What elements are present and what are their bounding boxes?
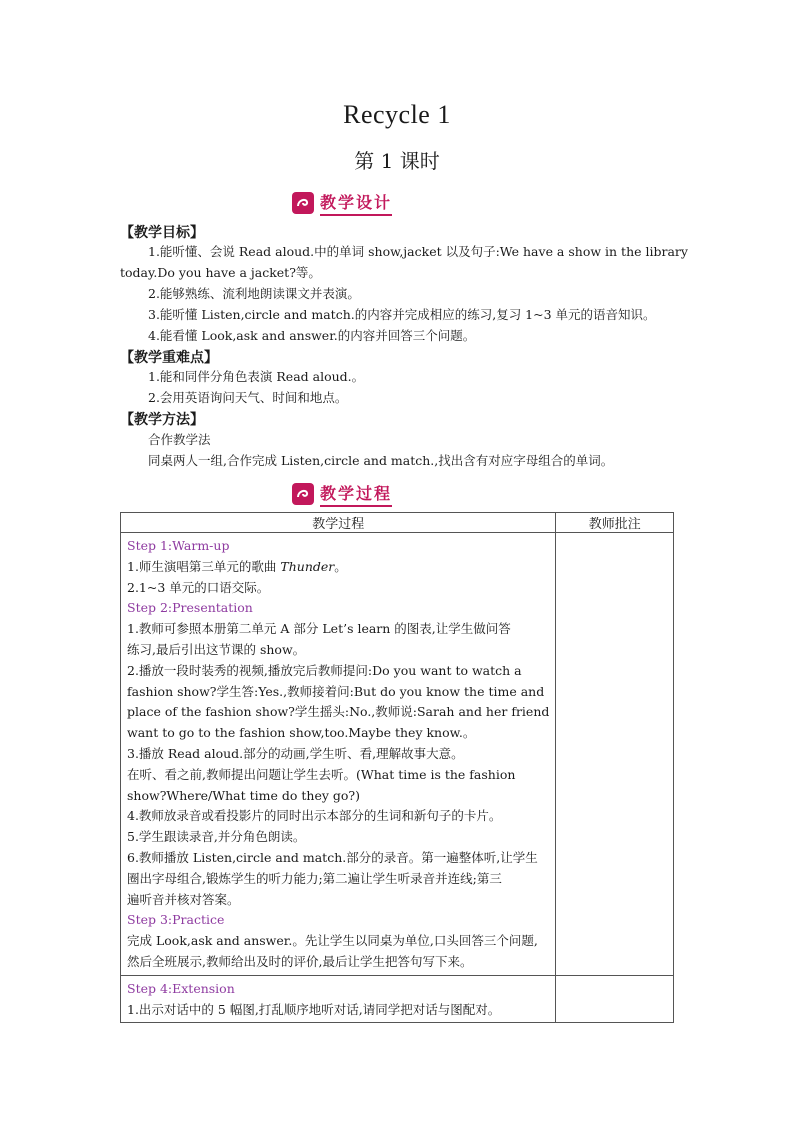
teacher-notes-cell xyxy=(556,975,674,1023)
step-heading: Step 1:Warm-up xyxy=(127,538,230,553)
swirl-logo-icon xyxy=(292,483,314,505)
step-line: 2.播放一段时装秀的视频,播放完后教师提问:Do you want to watch a xyxy=(127,662,522,678)
step-heading: Step 4:Extension xyxy=(127,980,235,996)
step-heading: Step 3:Practice xyxy=(127,912,225,928)
step-line: 3.播放 Read aloud.部分的动画,学生听、看,理解故事大意。 xyxy=(127,745,464,761)
teaching-process-banner xyxy=(292,481,392,507)
step-line: fashion show?学生答:Yes.,教师接着问:But do you know the time and xyxy=(127,683,545,699)
step-line: 5.学生跟读录音,并分角色朗读。 xyxy=(127,829,306,845)
step-line-text: 1.师生演唱第三单元的歌曲 xyxy=(127,558,281,574)
step-line: 2.1~3 单元的口语交际。 xyxy=(127,579,270,595)
goal-line: 4.能看懂 Look,ask and answer.的内容并回答三个问题。 xyxy=(148,328,476,343)
step-line: 完成 Look,ask and answer.。先让学生以同桌为单位,口头回答三个问题, xyxy=(127,933,538,949)
goal-line: 1.能听懂、会说 Read aloud.中的单词 show,jacket 以及句子:We have a show in the library xyxy=(148,244,688,259)
method-heading: 【教学方法】 xyxy=(120,412,204,428)
step-line: 圈出字母组合,锻炼学生的听力能力;第二遍让学生听录音并连线;第三 xyxy=(127,870,502,886)
step-line: 1.出示对话中的 5 幅图,打乱顺序地听对话,请同学把对话与图配对。 xyxy=(127,1001,501,1017)
key-points-heading: 【教学重难点】 xyxy=(120,350,218,366)
step-line xyxy=(127,557,549,578)
page-title: Recycle 1 xyxy=(343,100,451,129)
goal-line: 2.能够熟练、流利地朗读课文并表演。 xyxy=(148,286,360,301)
column-header-process: 教学过程 xyxy=(121,513,556,533)
step-line: place of the fashion show?学生摇头:No.,教师说:Sarah and her friend xyxy=(127,704,550,720)
teaching-design-banner xyxy=(292,190,392,216)
song-title: Thunder xyxy=(280,558,335,574)
banner-label: 教学过程 xyxy=(320,481,392,507)
teacher-notes-cell xyxy=(556,533,674,976)
column-header-notes: 教师批注 xyxy=(556,513,674,533)
step-line: 1.教师可参照本册第二单元 A 部分 Let’s learn 的图表,让学生做问答 xyxy=(127,621,511,637)
method-line: 同桌两人一组,合作完成 Listen,circle and match.,找出含有对应字母组合的单词。 xyxy=(148,453,614,468)
banner-label: 教学设计 xyxy=(320,190,392,216)
swirl-logo-icon xyxy=(292,192,314,214)
step-line: 4.教师放录音或看投影片的同时出示本部分的生词和新句子的卡片。 xyxy=(127,808,502,824)
step-line: 6.教师播放 Listen,circle and match.部分的录音。第一遍整体听,让学生 xyxy=(127,849,538,865)
process-cell xyxy=(121,975,556,1023)
goals-heading: 【教学目标】 xyxy=(120,225,204,241)
table-row xyxy=(121,533,674,976)
table-header-row xyxy=(121,513,674,533)
step-line: 练习,最后引出这节课的 show。 xyxy=(127,641,306,657)
step-line: 在听、看之前,教师提出问题让学生去听。(What time is the fashion xyxy=(127,766,516,782)
teaching-process-table xyxy=(120,512,674,1023)
method-line: 合作教学法 xyxy=(148,432,211,447)
step-heading: Step 2:Presentation xyxy=(127,600,253,616)
table-row xyxy=(121,975,674,1023)
key-point-line: 2.会用英语询问天气、时间和地点。 xyxy=(148,390,348,405)
step-line: 然后全班展示,教师给出及时的评价,最后让学生把答句写下来。 xyxy=(127,953,473,969)
step-line: 遍听音并核对答案。 xyxy=(127,891,240,907)
goal-line: today.Do you have a jacket?等。 xyxy=(120,265,321,280)
step-line: want to go to the fashion show,too.Maybe they know.。 xyxy=(127,725,476,741)
step-line-text: 。 xyxy=(334,558,347,574)
key-point-line: 1.能和同伴分角色表演 Read aloud.。 xyxy=(148,369,365,384)
process-cell xyxy=(121,533,556,976)
lesson-subtitle: 第 1 课时 xyxy=(354,149,440,173)
step-line: show?Where/What time do they go?) xyxy=(127,787,360,803)
goal-line: 3.能听懂 Listen,circle and match.的内容并完成相应的练习,复习 1~3 单元的语音知识。 xyxy=(148,307,656,322)
